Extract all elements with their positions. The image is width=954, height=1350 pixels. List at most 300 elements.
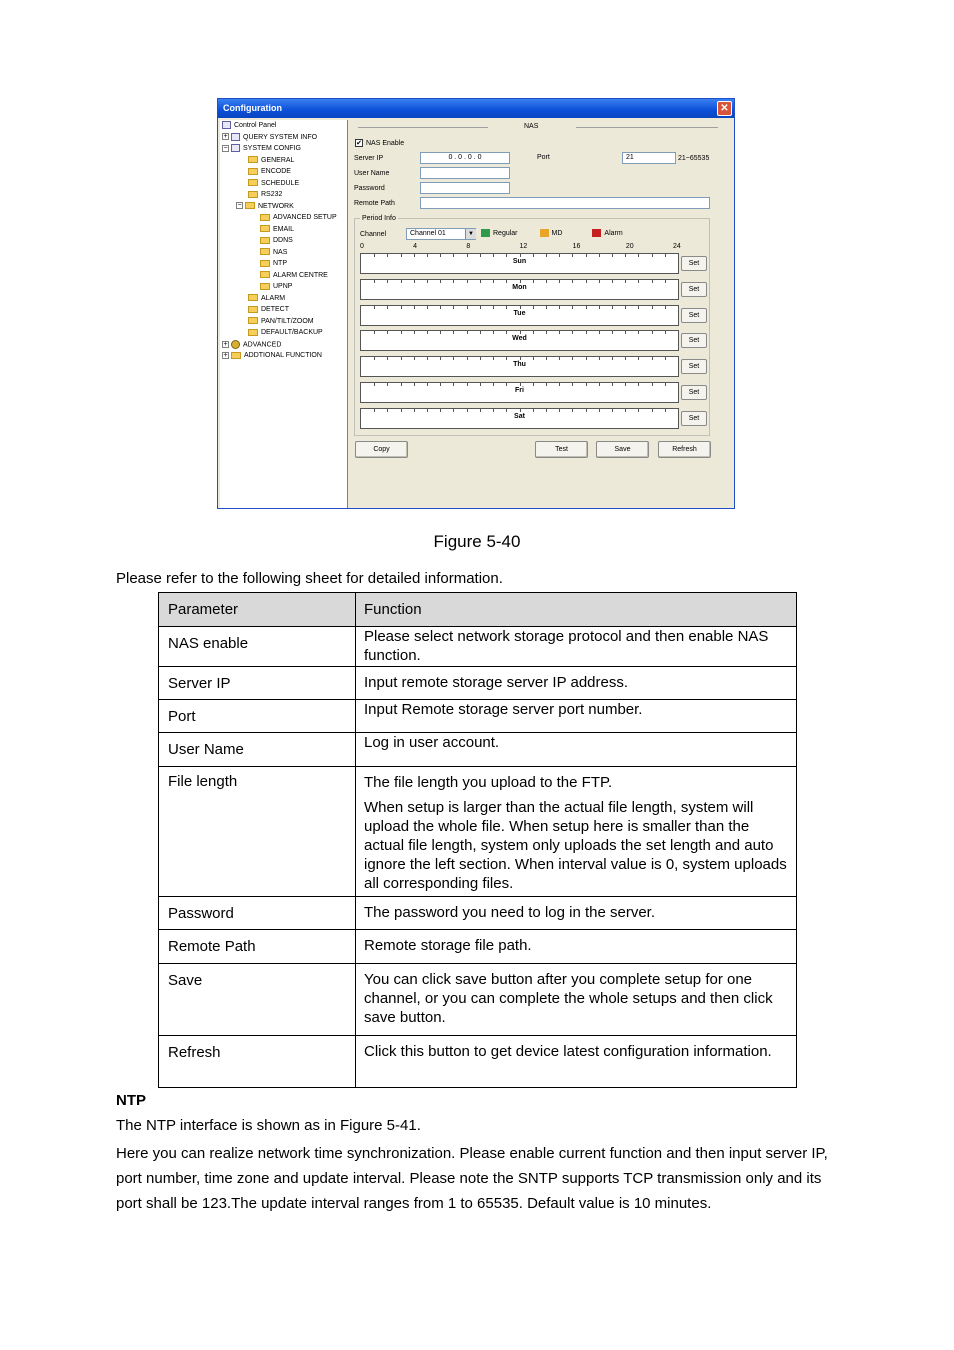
period-info-label: Period Info — [362, 215, 396, 222]
tree-item[interactable] — [248, 167, 291, 177]
set-button[interactable]: Set — [681, 282, 707, 297]
legend-label: Regular — [493, 229, 518, 237]
legend-label: MD — [551, 229, 563, 237]
tree-item[interactable] — [222, 351, 322, 361]
hour-scale — [350, 242, 734, 251]
hour-label: 8 — [466, 243, 471, 250]
hour-tick — [467, 306, 468, 309]
tree-item[interactable] — [260, 271, 328, 281]
hour-tick — [599, 280, 600, 283]
tree-item-label: ALARM CENTRE — [273, 271, 328, 279]
hour-tick — [401, 280, 402, 283]
hour-tick — [427, 306, 428, 309]
hour-tick — [638, 306, 639, 309]
hour-tick — [506, 383, 507, 386]
hour-tick — [612, 280, 613, 283]
tree-item-label: ADDTIONAL FUNCTION — [244, 352, 322, 359]
hour-tick — [453, 306, 454, 309]
hour-tick — [401, 357, 402, 360]
folder-icon — [260, 237, 270, 244]
hour-tick — [638, 357, 639, 360]
hour-tick — [533, 280, 534, 283]
hour-tick — [427, 254, 428, 257]
legend-swatch — [540, 229, 549, 237]
tree-item[interactable] — [236, 202, 294, 212]
hour-tick — [427, 357, 428, 360]
param-cell: Save — [159, 964, 356, 1036]
hour-tick — [572, 357, 573, 360]
hour-tick — [572, 409, 573, 412]
function-text: Click this button to get device latest configuration information. — [364, 1043, 772, 1060]
nas-enable-checkbox[interactable]: ✔ — [356, 140, 362, 147]
hour-tick — [374, 254, 375, 257]
hour-tick — [467, 254, 468, 257]
hour-tick — [612, 254, 613, 257]
hour-tick — [440, 409, 441, 412]
header-parameter: Parameter — [159, 593, 356, 627]
tree-item-label: ADVANCED — [243, 340, 282, 348]
title-bar[interactable] — [218, 99, 734, 118]
hour-tick — [493, 331, 494, 334]
hour-tick — [467, 357, 468, 360]
config-tree — [220, 120, 348, 508]
folder-icon — [248, 306, 258, 313]
hour-tick — [493, 357, 494, 360]
chevron-down-icon[interactable]: ▼ — [465, 229, 476, 239]
folder-icon — [260, 248, 270, 255]
channel-select[interactable]: Channel 01 — [406, 228, 476, 240]
hour-tick — [652, 306, 653, 309]
hour-tick — [440, 254, 441, 257]
tree-item[interactable] — [248, 317, 314, 327]
window-title: Configuration — [223, 103, 282, 113]
configuration-window — [217, 98, 735, 509]
gear-icon — [231, 340, 240, 349]
hour-tick — [401, 409, 402, 412]
ntp-heading: NTP — [116, 1092, 146, 1109]
tree-item-label: DEFAULT/BACKUP — [261, 329, 323, 336]
param-cell: Password — [159, 897, 356, 930]
user-name-label: User Name — [354, 170, 390, 177]
param-cell: Refresh — [159, 1036, 356, 1088]
hour-tick — [480, 331, 481, 334]
hour-tick — [440, 383, 441, 386]
hour-tick — [612, 409, 613, 412]
tree-item[interactable] — [260, 259, 287, 269]
hour-tick — [467, 280, 468, 283]
parameter-table — [158, 592, 797, 1088]
hour-tick — [546, 409, 547, 412]
hour-tick — [414, 357, 415, 360]
function-text: You can click save button after you complete setup for one channel, or you can complete the whole setups and then click save button. — [364, 971, 773, 1026]
hour-tick — [506, 306, 507, 309]
hour-tick — [374, 357, 375, 360]
hour-tick — [586, 306, 587, 309]
tree-item[interactable] — [260, 236, 293, 246]
hour-tick — [520, 357, 521, 360]
hour-tick — [493, 280, 494, 283]
port-label: Port — [537, 154, 550, 161]
hour-tick — [665, 331, 666, 334]
hour-tick — [586, 357, 587, 360]
figure-caption: Figure 5-40 — [433, 532, 521, 551]
day-label: Tue — [513, 309, 526, 317]
hour-tick — [480, 254, 481, 257]
function-text: Log in user account. — [364, 734, 500, 751]
hour-tick — [401, 306, 402, 309]
hour-tick — [401, 254, 402, 257]
hour-tick — [506, 409, 507, 412]
hour-tick — [520, 280, 521, 283]
tree-item[interactable] — [222, 340, 281, 350]
hour-tick — [612, 357, 613, 360]
set-button[interactable]: Set — [681, 256, 707, 271]
folder-icon — [248, 179, 258, 186]
folder-icon — [260, 283, 270, 290]
param-cell: Remote Path — [159, 930, 356, 964]
hour-tick — [612, 331, 613, 334]
set-button[interactable]: Set — [681, 385, 707, 400]
hour-tick — [586, 254, 587, 257]
set-button[interactable]: Set — [681, 411, 707, 426]
hour-tick — [612, 383, 613, 386]
save-button[interactable]: Save — [596, 441, 649, 458]
expander-icon[interactable]: − — [237, 202, 242, 210]
ntp-intro: The NTP interface is shown as in Figure 5-41. — [116, 1117, 421, 1134]
hour-tick — [414, 254, 415, 257]
hour-tick — [572, 383, 573, 386]
tree-item[interactable] — [248, 328, 323, 338]
param-cell: Server IP — [159, 667, 356, 700]
function-cell — [356, 733, 797, 767]
hour-tick — [599, 409, 600, 412]
hour-tick — [401, 383, 402, 386]
hour-tick — [414, 331, 415, 334]
hour-label: 0 — [360, 243, 364, 250]
hour-tick — [572, 306, 573, 309]
tree-item-label: EMAIL — [273, 225, 295, 233]
tree-item-label: NTP — [273, 260, 287, 267]
hour-tick — [401, 331, 402, 334]
folder-icon — [245, 202, 255, 209]
hour-tick — [520, 306, 521, 309]
hour-tick — [427, 331, 428, 334]
remote-path-input[interactable] — [420, 197, 710, 209]
hour-tick — [559, 357, 560, 360]
legend — [481, 229, 623, 237]
section-title: NAS — [524, 123, 539, 130]
hour-tick — [652, 383, 653, 386]
tree-item-label: PAN/TILT/ZOOM — [261, 317, 314, 325]
tree-item-label: DETECT — [261, 306, 289, 313]
copy-button[interactable]: Copy — [355, 441, 408, 458]
hour-tick — [374, 306, 375, 309]
hour-tick — [387, 357, 388, 360]
tree-item-label: NETWORK — [258, 202, 294, 210]
table-row — [159, 700, 797, 733]
tree-item-label: SCHEDULE — [261, 179, 300, 187]
folder-icon — [248, 168, 258, 175]
hour-tick — [493, 306, 494, 309]
folder-icon — [260, 271, 270, 278]
hour-tick — [453, 383, 454, 386]
hour-tick — [480, 280, 481, 283]
hour-tick — [506, 357, 507, 360]
hour-tick — [414, 280, 415, 283]
hour-tick — [546, 383, 547, 386]
hour-tick — [374, 409, 375, 412]
function-cell — [356, 897, 797, 930]
hour-tick — [414, 306, 415, 309]
tree-item[interactable] — [222, 133, 317, 143]
day-label: Thu — [513, 361, 526, 369]
day-label: Wed — [512, 335, 527, 343]
password-label: Password — [354, 185, 385, 192]
tree-item-label: ADVANCED SETUP — [273, 214, 337, 221]
day-timeline[interactable] — [360, 408, 679, 429]
folder-icon — [248, 191, 258, 198]
hour-tick — [638, 409, 639, 412]
hour-tick — [427, 409, 428, 412]
hour-tick — [638, 383, 639, 386]
day-timeline[interactable] — [360, 305, 679, 326]
close-button[interactable]: ✕ — [717, 101, 732, 116]
hour-tick — [665, 254, 666, 257]
hour-tick — [625, 254, 626, 257]
day-timeline[interactable] — [360, 356, 679, 377]
hour-tick — [533, 254, 534, 257]
param-cell: NAS enable — [159, 627, 356, 667]
table-row — [159, 1036, 797, 1088]
hour-tick — [533, 409, 534, 412]
tree-item-label: RS232 — [261, 191, 283, 198]
table-row — [159, 930, 797, 964]
refresh-button[interactable]: Refresh — [658, 441, 711, 458]
day-label: Sun — [512, 258, 527, 265]
hour-label: 4 — [413, 243, 418, 250]
hour-tick — [453, 331, 454, 334]
expander-icon[interactable]: − — [223, 144, 228, 152]
remote-path-label: Remote Path — [354, 200, 395, 207]
tree-item[interactable] — [222, 121, 276, 131]
tree-item[interactable] — [260, 213, 337, 223]
hour-tick — [572, 280, 573, 283]
hour-tick — [427, 383, 428, 386]
day-timeline[interactable] — [360, 253, 679, 274]
hour-tick — [480, 357, 481, 360]
hour-tick — [480, 383, 481, 386]
doc-icon — [231, 133, 240, 141]
table-row — [159, 667, 797, 700]
test-button[interactable]: Test — [535, 441, 588, 458]
day-label: Fri — [515, 387, 524, 394]
tree-item[interactable] — [248, 305, 289, 315]
tree-item[interactable] — [248, 156, 294, 166]
hour-tick — [480, 409, 481, 412]
hour-tick — [559, 383, 560, 386]
tree-item[interactable] — [260, 248, 287, 258]
tree-item[interactable] — [248, 294, 285, 304]
function-text: Input Remote storage server port number. — [364, 701, 643, 718]
tree-item[interactable] — [260, 225, 294, 235]
table-header-row — [159, 593, 797, 627]
hour-tick — [427, 280, 428, 283]
hour-tick — [638, 331, 639, 334]
hour-tick — [546, 331, 547, 334]
hour-tick — [638, 254, 639, 257]
hour-label: 16 — [572, 243, 581, 250]
hour-tick — [440, 331, 441, 334]
day-label: Mon — [512, 283, 527, 291]
hour-tick — [652, 280, 653, 283]
table-row — [159, 897, 797, 930]
tree-item-label: ENCODE — [261, 168, 291, 175]
legend-item — [540, 230, 563, 237]
user-name-input[interactable] — [420, 167, 510, 179]
hour-tick — [467, 383, 468, 386]
intro-text: Please refer to the following sheet for detailed information. — [116, 570, 503, 587]
hour-tick — [572, 331, 573, 334]
hour-tick — [546, 280, 547, 283]
hour-tick — [546, 306, 547, 309]
nas-enable-label: NAS Enable — [366, 140, 405, 147]
doc-icon — [231, 144, 240, 152]
tree-item[interactable] — [222, 144, 301, 154]
hour-tick — [387, 383, 388, 386]
hour-tick — [625, 331, 626, 334]
tree-item[interactable] — [260, 282, 292, 292]
hour-tick — [665, 357, 666, 360]
hour-tick — [387, 409, 388, 412]
hour-tick — [599, 254, 600, 257]
legend-swatch — [592, 229, 601, 237]
legend-swatch — [481, 229, 490, 237]
tree-item-label: UPNP — [273, 283, 293, 290]
day-timeline[interactable] — [360, 279, 679, 300]
function-cell — [356, 667, 797, 700]
day-timeline[interactable] — [360, 330, 679, 351]
hour-tick — [559, 254, 560, 257]
folder-icon — [248, 156, 258, 163]
hour-tick — [493, 254, 494, 257]
port-input[interactable]: 21 — [622, 152, 676, 164]
hour-tick — [533, 306, 534, 309]
hour-tick — [599, 383, 600, 386]
hour-tick — [374, 280, 375, 283]
hour-tick — [467, 409, 468, 412]
day-schedule — [350, 253, 734, 433]
port-range: 21~65535 — [678, 155, 710, 162]
param-cell: File length — [159, 767, 356, 897]
function-cell — [356, 627, 797, 667]
hour-tick — [572, 254, 573, 257]
folder-icon — [248, 317, 258, 324]
hour-tick — [520, 409, 521, 412]
folder-icon — [260, 214, 270, 221]
hour-tick — [493, 409, 494, 412]
hour-tick — [440, 357, 441, 360]
tree-item-label: ALARM — [261, 294, 286, 302]
tree-item[interactable] — [248, 190, 282, 200]
folder-icon — [248, 294, 258, 301]
hour-tick — [665, 280, 666, 283]
hour-label: 20 — [625, 243, 634, 250]
param-cell: Port — [159, 700, 356, 733]
hour-tick — [506, 280, 507, 283]
legend-label: Alarm — [604, 229, 623, 237]
tree-item-label: QUERY SYSTEM INFO — [243, 133, 318, 141]
folder-icon — [260, 260, 270, 267]
ntp-description: Here you can realize network time synchronization. Please enable current function and then input server IP, port number, time zone and update interval. Please note the SNTP supports TCP transmission only and its port shall be 123.The update interval ranges from 1 to 65535. Default value is 10 minutes. — [116, 1145, 828, 1212]
hour-tick — [387, 280, 388, 283]
folder-icon — [231, 352, 241, 359]
hour-tick — [599, 357, 600, 360]
hour-tick — [599, 306, 600, 309]
hour-tick — [533, 383, 534, 386]
hour-tick — [453, 409, 454, 412]
hour-tick — [467, 331, 468, 334]
hour-tick — [625, 409, 626, 412]
hour-tick — [480, 306, 481, 309]
day-label: Sat — [514, 412, 525, 420]
doc-icon — [222, 121, 231, 129]
hour-tick — [586, 331, 587, 334]
hour-tick — [559, 280, 560, 283]
table-row — [159, 964, 797, 1036]
set-button[interactable]: Set — [681, 359, 707, 374]
hour-tick — [506, 254, 507, 257]
folder-icon — [260, 225, 270, 232]
server-ip-input[interactable]: 0 . 0 . 0 . 0 — [420, 152, 510, 164]
expander-icon[interactable]: + — [223, 133, 228, 141]
hour-tick — [652, 254, 653, 257]
password-input[interactable] — [420, 182, 510, 194]
function-text: When setup is larger than the actual file length, system will upload the whole file. When setup here is smaller than the actual file length, system only uploads the set length and auto ignore the left section. When interval value is 0, system uploads all corresponding files. — [364, 799, 787, 892]
hour-tick — [506, 331, 507, 334]
hour-tick — [374, 331, 375, 334]
set-button[interactable]: Set — [681, 333, 707, 348]
hour-tick — [599, 331, 600, 334]
hour-tick — [453, 357, 454, 360]
hour-tick — [652, 409, 653, 412]
hour-tick — [625, 383, 626, 386]
table-row — [159, 733, 797, 767]
table-row — [159, 627, 797, 667]
hour-tick — [612, 306, 613, 309]
hour-tick — [625, 280, 626, 283]
function-text: Remote storage file path. — [364, 937, 532, 954]
function-cell — [356, 700, 797, 733]
hour-label: 12 — [519, 243, 528, 250]
hour-tick — [625, 306, 626, 309]
expander-icon[interactable]: + — [223, 351, 228, 359]
expander-icon[interactable]: + — [223, 340, 228, 348]
tree-item[interactable] — [248, 179, 299, 189]
day-timeline[interactable] — [360, 382, 679, 403]
hour-tick — [586, 383, 587, 386]
param-cell: User Name — [159, 733, 356, 767]
hour-tick — [559, 409, 560, 412]
legend-item — [481, 230, 518, 237]
hour-tick — [546, 357, 547, 360]
tree-item-label: NAS — [273, 248, 288, 256]
hour-tick — [414, 409, 415, 412]
server-ip-label: Server IP — [354, 155, 384, 162]
hour-tick — [520, 254, 521, 257]
set-button[interactable]: Set — [681, 308, 707, 323]
hour-tick — [387, 254, 388, 257]
hour-tick — [546, 254, 547, 257]
